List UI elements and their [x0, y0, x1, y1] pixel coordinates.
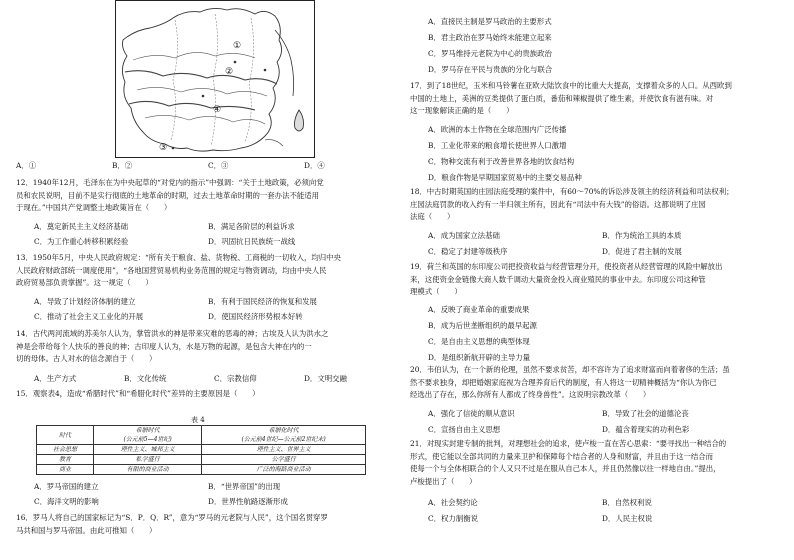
q16-option-b[interactable]: B．君主政治在罗马始终未能建立起来	[428, 33, 552, 42]
q21-option-a[interactable]: A．社会契约论	[428, 498, 478, 507]
table-header-row	[37, 426, 366, 445]
q14-line: 神是会带给每个人快乐的善良的神；古印度人认为，水是万物的起源，是包含大神在内的一	[16, 341, 312, 351]
q13-line: 13．1950年5月，中央人民政府规定：“所有关于粮食、盐、货物税、工商税的一切收入，均归中央	[16, 253, 341, 262]
q13-options-row	[34, 311, 382, 324]
q20-line: 20．韦伯认为，在一个新的伦理，虽然不要求贫苦，却不容许为了追求财富而向着奢侈的生活；虽	[410, 365, 730, 374]
q21-option-d[interactable]: D．人民主权说	[602, 514, 653, 523]
map-label-1: ①	[233, 41, 242, 51]
q20-option-b[interactable]: B．导致了社会的道德沦丧	[602, 409, 689, 418]
question-18	[410, 186, 780, 224]
q13-option-b[interactable]: B．有利于国民经济的恢复和发展	[208, 297, 317, 306]
table-cell: 理性主义、城邦主义	[94, 445, 202, 455]
q20-line: 经选出了存在，那么你所有人都成了终身兽性”。这说明宗教改革（ ）	[410, 390, 651, 400]
table-row	[37, 455, 366, 465]
question-15	[16, 388, 388, 401]
q12-options-row	[34, 221, 382, 234]
table-cell: 理性主义、世界主义	[202, 445, 366, 455]
q13-option-c[interactable]: C．推动了社会主义工业化的开展	[34, 312, 144, 321]
q19-line: 理模式（ ）	[410, 287, 462, 297]
q16-option-c[interactable]: C．罗马维持元老院为中心的贵族政治	[428, 49, 552, 58]
comparison-table	[36, 425, 366, 475]
table-header-cell: 希腊时代 (公元前5—4世纪)	[94, 426, 202, 445]
q18-line: 法庭（ ）	[410, 212, 455, 222]
q12-options-row	[34, 236, 382, 249]
q21-line: 21．对现实封建专制的批判，对理想社会的追求，使卢梭一直在苦心思索：“要寻找出一种结合的	[410, 439, 727, 448]
q15-option-c[interactable]: C．海洋文明的影响	[34, 497, 99, 506]
q17-option-d[interactable]: D．粮食作物是早期国家贸易中的主要交易品种	[428, 173, 582, 182]
q20-options-row	[428, 408, 776, 421]
question-21	[410, 438, 780, 488]
q19-option-a[interactable]: A．反映了商业革命的重要成果	[428, 305, 530, 314]
q16-line: 16．罗马人将自己的国家标记为“S．P．Q．R”，意为“罗马的元老院与人民”，这个国名贯穿罗	[16, 513, 328, 522]
q19-line: 来，这使资金金链像大商人数千调动大量资金投入商业殖民的事业中去。东印度公司这种管	[410, 274, 706, 284]
q21-option-c[interactable]: C．权力制衡说	[428, 514, 478, 523]
q12-option-d[interactable]: D．巩固抗日民族统一战线	[208, 237, 296, 246]
q13-options-row	[34, 296, 382, 309]
q18-line: 庄园法庭罚款的收入约有一半归领主所有，因此有“司法中有大钱”的俗语。这都说明了庄园	[410, 199, 706, 209]
q15-option-a[interactable]: A．罗马帝国的建立	[34, 482, 99, 491]
table-cell: 有限的商业活动	[94, 465, 202, 475]
q17-option-b[interactable]: B．工业化带来的粮食增长使世界人口激增	[428, 141, 567, 150]
q17-line: 17．到了18世纪，玉米和马铃薯在亚欧大陆饮食中的比重大大提高，支撑着众多的人口。从西欧到	[410, 81, 732, 90]
q19-line: 19．荷兰和英国的东印度公司把投资收益与经营管理分开，使投资者从经营管理的风险中解放出	[410, 262, 723, 271]
q21-line: 形式，使它能以全部共同的力量来卫护和保障每个结合者的人身和财富，并且由于这一结合而	[410, 451, 714, 461]
q16-option-d[interactable]: D．罗马存在平民与贵族的分化与联合	[428, 65, 553, 74]
q21-line: 卢梭提出了（ ）	[410, 476, 477, 486]
q14-option-c[interactable]: C．宗教信仰	[214, 374, 257, 383]
q11-option-b[interactable]: B．②	[112, 161, 133, 170]
q13-line: 人民政府财政部统一调度使用”，“各地国营贸易机构业务范围的规定与物资调动，均由中央人民	[16, 265, 327, 275]
q11-options	[16, 160, 384, 173]
q20-options-row	[428, 424, 776, 437]
q16-line: 马共和国与罗马帝国。由此可推知（ ）	[16, 525, 157, 535]
map-label-2: ②	[225, 67, 234, 77]
q20-option-c[interactable]: C．宣扬自由主义思想	[428, 425, 501, 434]
q18-line: 18．中古时期英国的庄园法庭受理的案件中，有60～70%的诉讼涉及领主的经济利益和司法权利；	[410, 187, 734, 196]
q12-option-b[interactable]: B．满足各阶层的利益诉求	[208, 222, 295, 231]
q13-option-a[interactable]: A．导致了计划经济体制的建立	[34, 297, 136, 306]
q17-option-c[interactable]: C．物种交流有利于改善世界各地的饮食结构	[428, 157, 575, 166]
q14-line: 切的母体。古人对水的信念源自于（ ）	[16, 354, 157, 364]
q20-line: 然不要求独身，却把婚姻家庭视为合理养育后代的制度，有人将这一切精神概括为“你认为你已	[410, 377, 717, 387]
question-13	[16, 252, 388, 290]
q17-line: 这一现象解读正确的是（ ）	[410, 106, 514, 116]
q11-option-a[interactable]: A．①	[16, 161, 37, 170]
china-map-figure	[115, 0, 315, 158]
table-4-title: 表 4	[191, 416, 205, 424]
q14-option-b[interactable]: B．文化传统	[124, 374, 167, 383]
q15-line: 15．观察表4，造成“希腊时代”和“希腊化时代”差异的主要原因是（ ）	[16, 389, 260, 398]
q19-option-b[interactable]: B．成为后世垄断组织的最早起源	[428, 321, 537, 330]
q14-option-a[interactable]: A．生产方式	[34, 374, 77, 383]
q14-line: 14．古代两河流域的苏美尔人认为，掌管洪水的神是带来灾难的恶毒的神；古埃及人认为洪水之	[16, 329, 329, 338]
question-16	[16, 512, 388, 537]
q21-options-row	[428, 497, 776, 510]
table-header-cell: 时代	[37, 426, 94, 445]
q19-option-c[interactable]: C．是自由主义思想的典型体现	[428, 337, 530, 346]
table-cell: 广泛的海路商业活动	[202, 465, 366, 475]
q18-option-a[interactable]: A．成为国家立法基础	[428, 231, 500, 240]
q21-line: 使每一个与全体相联合的个人又只不过是在服从自己本人，并且仍然像以往一样地自由。”提出，	[410, 464, 721, 474]
q15-options-row	[34, 481, 382, 494]
table-cell: 商业	[37, 465, 94, 475]
q18-option-b[interactable]: B．作为统治工具的本质	[602, 231, 682, 240]
q15-options-row	[34, 496, 382, 509]
question-17	[410, 80, 780, 118]
map-label-4: ④	[213, 105, 222, 115]
map-label-3: ③	[159, 143, 168, 153]
table-row	[37, 465, 366, 475]
q18-options-row	[428, 230, 776, 243]
q20-option-d[interactable]: D．蕴含着现实的功利色彩	[602, 425, 690, 434]
q11-option-c[interactable]: C．③	[208, 161, 229, 170]
table-header-cell: 希腊化时代 (公元前4世纪—公元前2世纪末)	[202, 426, 366, 445]
question-19	[410, 261, 780, 299]
q18-option-c[interactable]: C．稳定了封建等级秩序	[428, 247, 508, 256]
q17-line: 中国的土地上，美洲的豆类提供了蛋白质，番茄和辣椒提供了维生素，并使饮食有滋有味。对	[410, 93, 714, 103]
q18-options-row	[428, 246, 776, 259]
question-20	[410, 364, 780, 402]
q12-line: 于现在。”中国共产党调整土地政策旨在（ ）	[16, 203, 172, 213]
q14-options	[34, 373, 384, 386]
q12-line: 12．1940年12月，毛泽东在为中央起草的“对党内的指示”中强调：“关于土地政策，必须向党	[16, 178, 324, 187]
q12-option-a[interactable]: A．奠定新民主主义经济基础	[34, 222, 129, 231]
q18-option-d[interactable]: D．促进了君主制的发展	[602, 247, 682, 256]
question-12	[16, 177, 388, 215]
table-row	[37, 445, 366, 455]
q15-option-d[interactable]: D．世界性航路逐渐形成	[208, 497, 288, 506]
table-cell: 社会思想	[37, 445, 94, 455]
table-cell: 私学盛行	[94, 455, 202, 465]
q12-option-c[interactable]: C．为工作重心转移积累经验	[34, 237, 129, 246]
q15-option-b[interactable]: B．“世界帝国”的出现	[208, 482, 281, 491]
q13-line: 政府贸易部负责掌握”。这一规定（ ）	[16, 278, 153, 288]
table-cell: 公学盛行	[202, 455, 366, 465]
q20-option-a[interactable]: A．强化了信徒的顺从意识	[428, 409, 515, 418]
q14-option-d[interactable]: D．文明交融	[304, 374, 347, 383]
q13-option-d[interactable]: D．使国民经济形势根本好转	[208, 312, 303, 321]
q17-option-a[interactable]: A．欧洲的本土作物在全球范围内广泛传播	[428, 125, 567, 134]
q16-option-a[interactable]: A．直接民主制是罗马政治的主要形式	[428, 17, 552, 26]
q19-option-d[interactable]: D．是组织新航开辟的主导力量	[428, 353, 531, 362]
q12-line: 员和农民说明，目前不是实行彻底的土地革命的时期，过去土地革命时期的一套办法不能适用	[16, 190, 320, 200]
q11-option-d[interactable]: D．④	[304, 161, 325, 170]
q21-option-b[interactable]: B．自然权利说	[602, 498, 652, 507]
table-cell: 教育	[37, 455, 94, 465]
q21-options-row	[428, 513, 776, 526]
question-14	[16, 328, 388, 366]
